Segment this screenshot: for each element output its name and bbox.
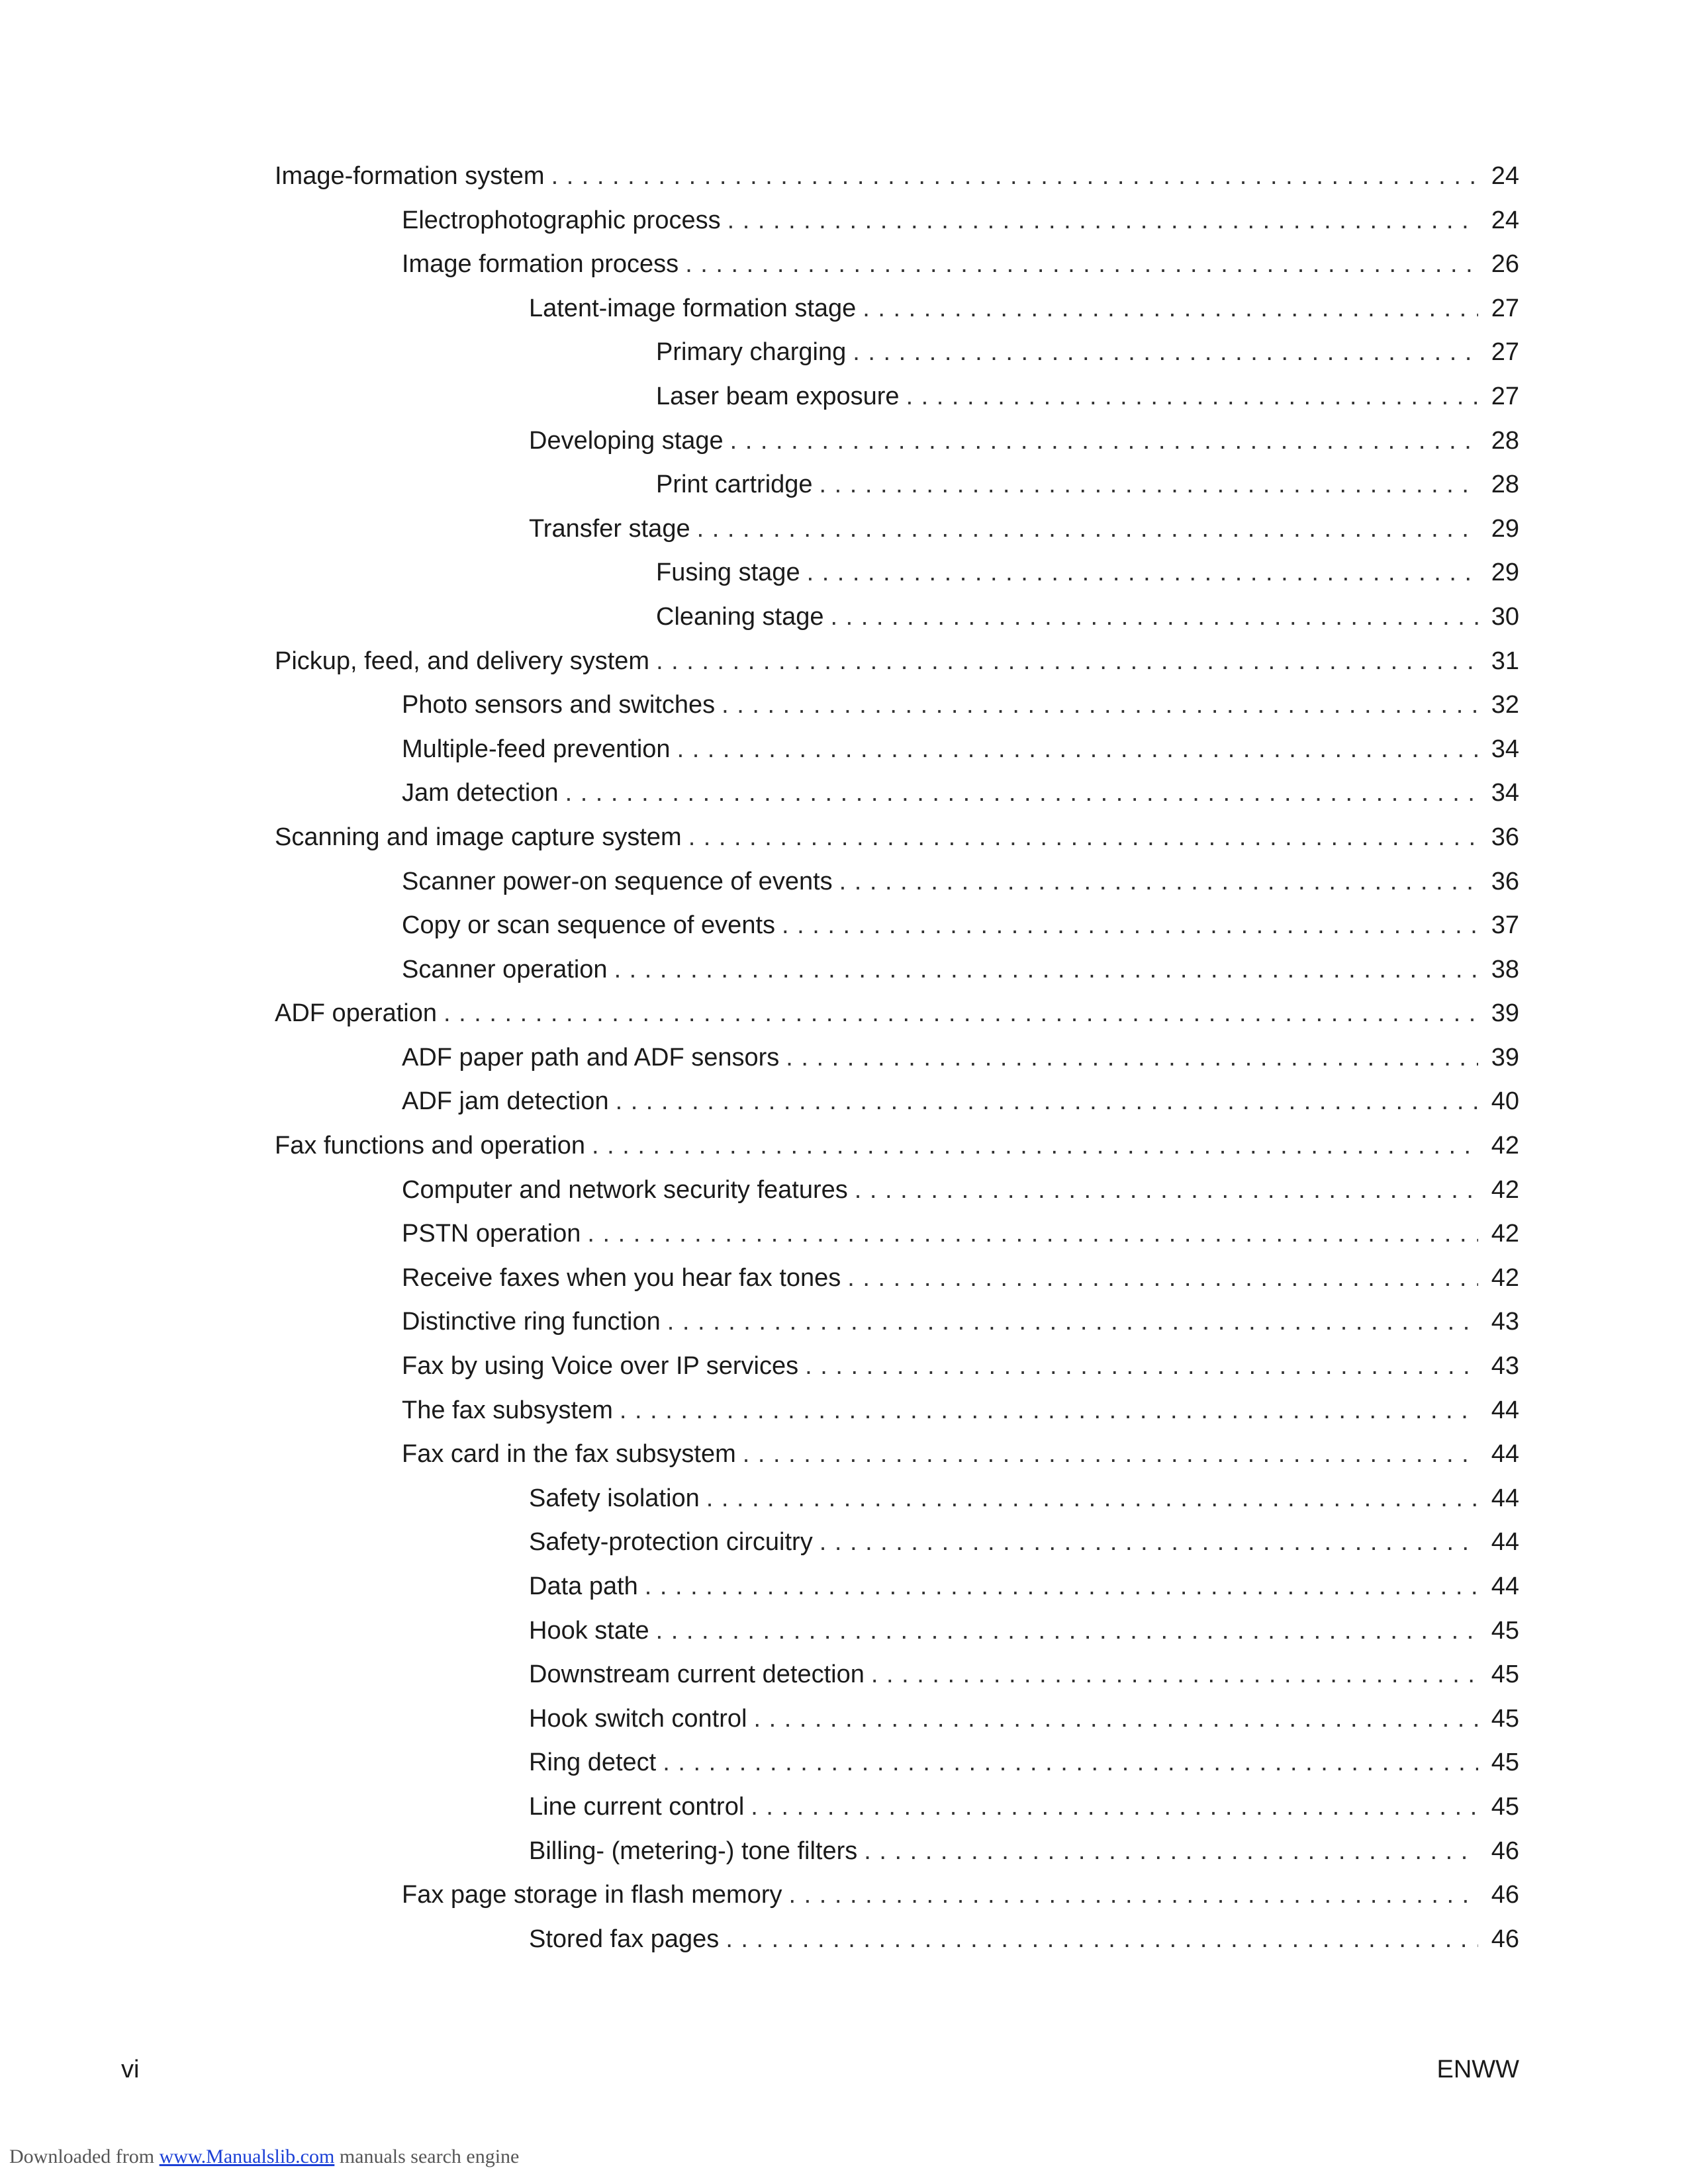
toc-entry-title[interactable]: Fax functions and operation [275, 1132, 585, 1160]
toc-entry-title[interactable]: Computer and network security features [402, 1175, 848, 1204]
toc-dot-leader [831, 603, 1478, 631]
toc-entry[interactable] [275, 1705, 1519, 1749]
toc-entry[interactable] [275, 779, 1519, 823]
toc-entry-title[interactable]: Multiple-feed prevention [402, 735, 671, 763]
toc-entry-title[interactable]: Ring detect [529, 1749, 657, 1777]
toc-entry-page[interactable]: 31 [1491, 647, 1519, 675]
toc-entry-page[interactable]: 27 [1491, 338, 1519, 367]
toc-dot-leader [751, 1793, 1478, 1821]
toc-entry-title[interactable]: Cleaning stage [656, 602, 824, 631]
toc-dot-leader [730, 427, 1478, 455]
toc-entry-page[interactable]: 45 [1491, 1792, 1519, 1821]
toc-entry-page[interactable]: 38 [1491, 955, 1519, 983]
toc-dot-leader [871, 1661, 1478, 1689]
toc-dot-leader [906, 383, 1478, 411]
toc-dot-leader [839, 868, 1478, 896]
toc-entry[interactable] [275, 1528, 1519, 1572]
toc-entry-title[interactable]: Image-formation system [275, 162, 545, 190]
toc-entry-page[interactable]: 44 [1491, 1396, 1519, 1424]
toc-dot-leader [697, 515, 1478, 543]
toc-entry[interactable] [275, 471, 1519, 515]
toc-entry-page[interactable]: 28 [1491, 471, 1519, 499]
toc-entry[interactable] [275, 1087, 1519, 1132]
toc-dot-leader [587, 1220, 1478, 1248]
toc-dot-leader [807, 559, 1478, 587]
toc-entry-title[interactable]: Latent-image formation stage [529, 294, 857, 322]
footer-locale: ENWW [1436, 2056, 1519, 2083]
toc-entry-page[interactable]: 44 [1491, 1484, 1519, 1512]
toc-entry-page[interactable]: 29 [1491, 559, 1519, 587]
toc-entry-page[interactable]: 27 [1491, 294, 1519, 322]
toc-dot-leader [863, 295, 1478, 323]
toc-entry[interactable] [275, 1440, 1519, 1484]
toc-dot-leader [706, 1484, 1478, 1513]
toc-dot-leader [820, 1528, 1478, 1557]
toc-entry-page[interactable]: 44 [1491, 1440, 1519, 1469]
toc-entry[interactable] [275, 1264, 1519, 1308]
toc-entry-page[interactable]: 36 [1491, 823, 1519, 851]
toc-entry-page[interactable]: 46 [1491, 1837, 1519, 1865]
toc-entry-page[interactable]: 42 [1491, 1132, 1519, 1160]
toc-entry-title[interactable]: Receive faxes when you hear fax tones [402, 1263, 841, 1292]
toc-entry-title[interactable]: Billing- (metering-) tone filters [529, 1837, 858, 1865]
toc-entry-page[interactable]: 34 [1491, 779, 1519, 807]
toc-entry[interactable] [275, 295, 1519, 339]
toc-entry-page[interactable]: 45 [1491, 1704, 1519, 1733]
toc-entry-page[interactable]: 24 [1491, 162, 1519, 190]
toc-entry-title[interactable]: Data path [529, 1572, 638, 1600]
toc-entry-page[interactable]: 40 [1491, 1087, 1519, 1116]
toc-dot-leader [614, 956, 1478, 984]
toc-entry-title[interactable]: Downstream current detection [529, 1661, 865, 1689]
toc-entry-title[interactable]: Hook state [529, 1616, 649, 1645]
toc-entry-page[interactable]: 36 [1491, 867, 1519, 895]
toc-entry-title[interactable]: Copy or scan sequence of events [402, 911, 776, 940]
toc-entry[interactable] [275, 427, 1519, 471]
toc-entry[interactable] [275, 823, 1519, 868]
toc-entry-title[interactable]: Electrophotographic process [402, 206, 721, 234]
toc-entry-page[interactable]: 45 [1491, 1661, 1519, 1689]
toc-entry-title[interactable]: Line current control [529, 1792, 745, 1821]
toc-dot-leader [726, 1925, 1478, 1954]
toc-entry-title[interactable]: Jam detection [402, 779, 559, 807]
toc-entry-title[interactable]: Fax page storage in flash memory [402, 1881, 782, 1909]
toc-dot-leader [592, 1132, 1478, 1160]
toc-dot-leader [743, 1440, 1478, 1469]
toc-entry-title[interactable]: Fax card in the fax subsystem [402, 1440, 736, 1469]
toc-entry[interactable] [275, 1044, 1519, 1088]
toc-dot-leader [789, 1881, 1479, 1909]
toc-entry-title[interactable]: Scanner operation [402, 955, 608, 983]
toc-entry-title[interactable]: ADF jam detection [402, 1087, 609, 1116]
toc-dot-leader [805, 1352, 1478, 1381]
toc-entry-page[interactable]: 42 [1491, 1220, 1519, 1248]
toc-dot-leader [656, 1617, 1478, 1645]
toc-entry[interactable] [275, 603, 1519, 647]
source-suffix: manuals search engine [339, 2146, 520, 2167]
toc-entry[interactable] [275, 515, 1519, 559]
toc-entry[interactable] [275, 1132, 1519, 1176]
toc-entry[interactable] [275, 559, 1519, 603]
toc-entry-page[interactable]: 45 [1491, 1749, 1519, 1777]
toc-dot-leader [853, 338, 1478, 367]
toc-entry-page[interactable]: 30 [1491, 602, 1519, 631]
toc-entry-page[interactable]: 43 [1491, 1308, 1519, 1336]
toc-entry-page[interactable]: 42 [1491, 1175, 1519, 1204]
toc-entry-page[interactable]: 42 [1491, 1263, 1519, 1292]
toc-entry[interactable] [275, 1396, 1519, 1441]
toc-entry-page[interactable]: 44 [1491, 1528, 1519, 1557]
toc-dot-leader [616, 1087, 1478, 1116]
toc-dot-leader [722, 691, 1478, 719]
toc-entry[interactable] [275, 1617, 1519, 1661]
toc-entry-page[interactable]: 37 [1491, 911, 1519, 940]
toc-entry-title[interactable]: Pickup, feed, and delivery system [275, 647, 650, 675]
toc-entry-page[interactable]: 46 [1491, 1881, 1519, 1909]
toc-dot-leader [565, 779, 1478, 807]
toc-entry-title[interactable]: Safety-protection circuitry [529, 1528, 813, 1557]
toc-dot-leader [656, 647, 1478, 676]
toc-entry-title[interactable]: Safety isolation [529, 1484, 700, 1512]
toc-entry[interactable] [275, 1484, 1519, 1529]
toc-dot-leader [620, 1396, 1478, 1425]
toc-entry-title[interactable]: Laser beam exposure [656, 382, 900, 410]
toc-dot-leader [688, 823, 1478, 852]
toc-entry-page[interactable]: 24 [1491, 206, 1519, 234]
toc-dot-leader [727, 206, 1478, 235]
toc-entry[interactable] [275, 206, 1519, 251]
source-attribution [9, 2146, 519, 2168]
toc-entry-page[interactable]: 39 [1491, 1043, 1519, 1071]
toc-dot-leader [753, 1705, 1478, 1733]
toc-entry[interactable] [275, 1572, 1519, 1617]
toc-entry-title[interactable]: Image formation process [402, 250, 679, 279]
toc-entry-title[interactable]: Scanning and image capture system [275, 823, 682, 851]
toc-entry-page[interactable]: 44 [1491, 1572, 1519, 1600]
toc-entry-title[interactable]: Fusing stage [656, 559, 800, 587]
source-link[interactable]: www.Manualslib.com [159, 2146, 335, 2167]
toc-entry-page[interactable]: 32 [1491, 691, 1519, 719]
toc-entry[interactable] [275, 162, 1519, 206]
toc-dot-leader [685, 250, 1478, 279]
toc-entry-page[interactable]: 34 [1491, 735, 1519, 763]
toc-entry[interactable] [275, 1749, 1519, 1793]
toc-entry-page[interactable]: 46 [1491, 1925, 1519, 1953]
toc-entry-title[interactable]: Fax by using Voice over IP services [402, 1352, 799, 1381]
toc-entry[interactable] [275, 956, 1519, 1000]
toc-entry-title[interactable]: Photo sensors and switches [402, 691, 716, 719]
toc-entry-title[interactable]: Developing stage [529, 426, 724, 455]
toc-dot-leader [645, 1572, 1478, 1601]
toc-dot-leader [847, 1264, 1478, 1293]
toc-entry-page[interactable]: 39 [1491, 999, 1519, 1028]
toc-entry[interactable] [275, 250, 1519, 295]
toc-dot-leader [786, 1044, 1478, 1072]
toc-entry-title[interactable]: Primary charging [656, 338, 847, 367]
toc-entry[interactable] [275, 911, 1519, 956]
toc-dot-leader [864, 1837, 1478, 1866]
toc-entry[interactable] [275, 1793, 1519, 1837]
toc-entry-page[interactable]: 26 [1491, 250, 1519, 279]
toc-entry-title[interactable]: Transfer stage [529, 514, 690, 543]
toc-entry-title[interactable]: The fax subsystem [402, 1396, 613, 1424]
toc-entry[interactable] [275, 1220, 1519, 1264]
page-number: vi [121, 2056, 140, 2083]
source-prefix: Downloaded from [9, 2146, 155, 2167]
toc-entry-title[interactable]: Distinctive ring function [402, 1308, 661, 1336]
toc-dot-leader [663, 1749, 1478, 1777]
toc-dot-leader [782, 911, 1478, 940]
toc-entry[interactable] [275, 1176, 1519, 1220]
toc-entry[interactable] [275, 999, 1519, 1044]
toc-dot-leader [667, 1308, 1478, 1336]
toc-entry[interactable] [275, 691, 1519, 735]
toc-entry[interactable] [275, 1352, 1519, 1396]
toc-entry[interactable] [275, 1925, 1519, 1970]
toc-entry-title[interactable]: Scanner power-on sequence of events [402, 867, 833, 895]
toc-entry[interactable] [275, 1837, 1519, 1882]
toc-entry-page[interactable]: 43 [1491, 1352, 1519, 1381]
toc-entry[interactable] [275, 383, 1519, 427]
toc-entry-page[interactable]: 45 [1491, 1616, 1519, 1645]
toc-entry[interactable] [275, 735, 1519, 780]
toc-dot-leader [820, 471, 1478, 499]
toc-entry[interactable] [275, 338, 1519, 383]
toc-entry[interactable] [275, 868, 1519, 912]
table-of-contents [275, 162, 1519, 1969]
toc-entry-title[interactable]: Hook switch control [529, 1704, 747, 1733]
toc-entry-title[interactable]: Print cartridge [656, 471, 813, 499]
toc-entry[interactable] [275, 1308, 1519, 1352]
toc-entry-title[interactable]: ADF paper path and ADF sensors [402, 1043, 780, 1071]
toc-dot-leader [444, 999, 1478, 1028]
toc-dot-leader [677, 735, 1478, 764]
toc-entry-page[interactable]: 27 [1491, 382, 1519, 410]
toc-entry[interactable] [275, 1881, 1519, 1925]
toc-entry-title[interactable]: Stored fax pages [529, 1925, 720, 1953]
toc-entry[interactable] [275, 1661, 1519, 1705]
toc-dot-leader [855, 1176, 1478, 1205]
toc-entry-page[interactable]: 29 [1491, 514, 1519, 543]
toc-entry[interactable] [275, 647, 1519, 692]
toc-entry-title[interactable]: ADF operation [275, 999, 438, 1028]
toc-entry-page[interactable]: 28 [1491, 426, 1519, 455]
toc-entry-title[interactable]: PSTN operation [402, 1220, 581, 1248]
toc-dot-leader [551, 162, 1478, 191]
